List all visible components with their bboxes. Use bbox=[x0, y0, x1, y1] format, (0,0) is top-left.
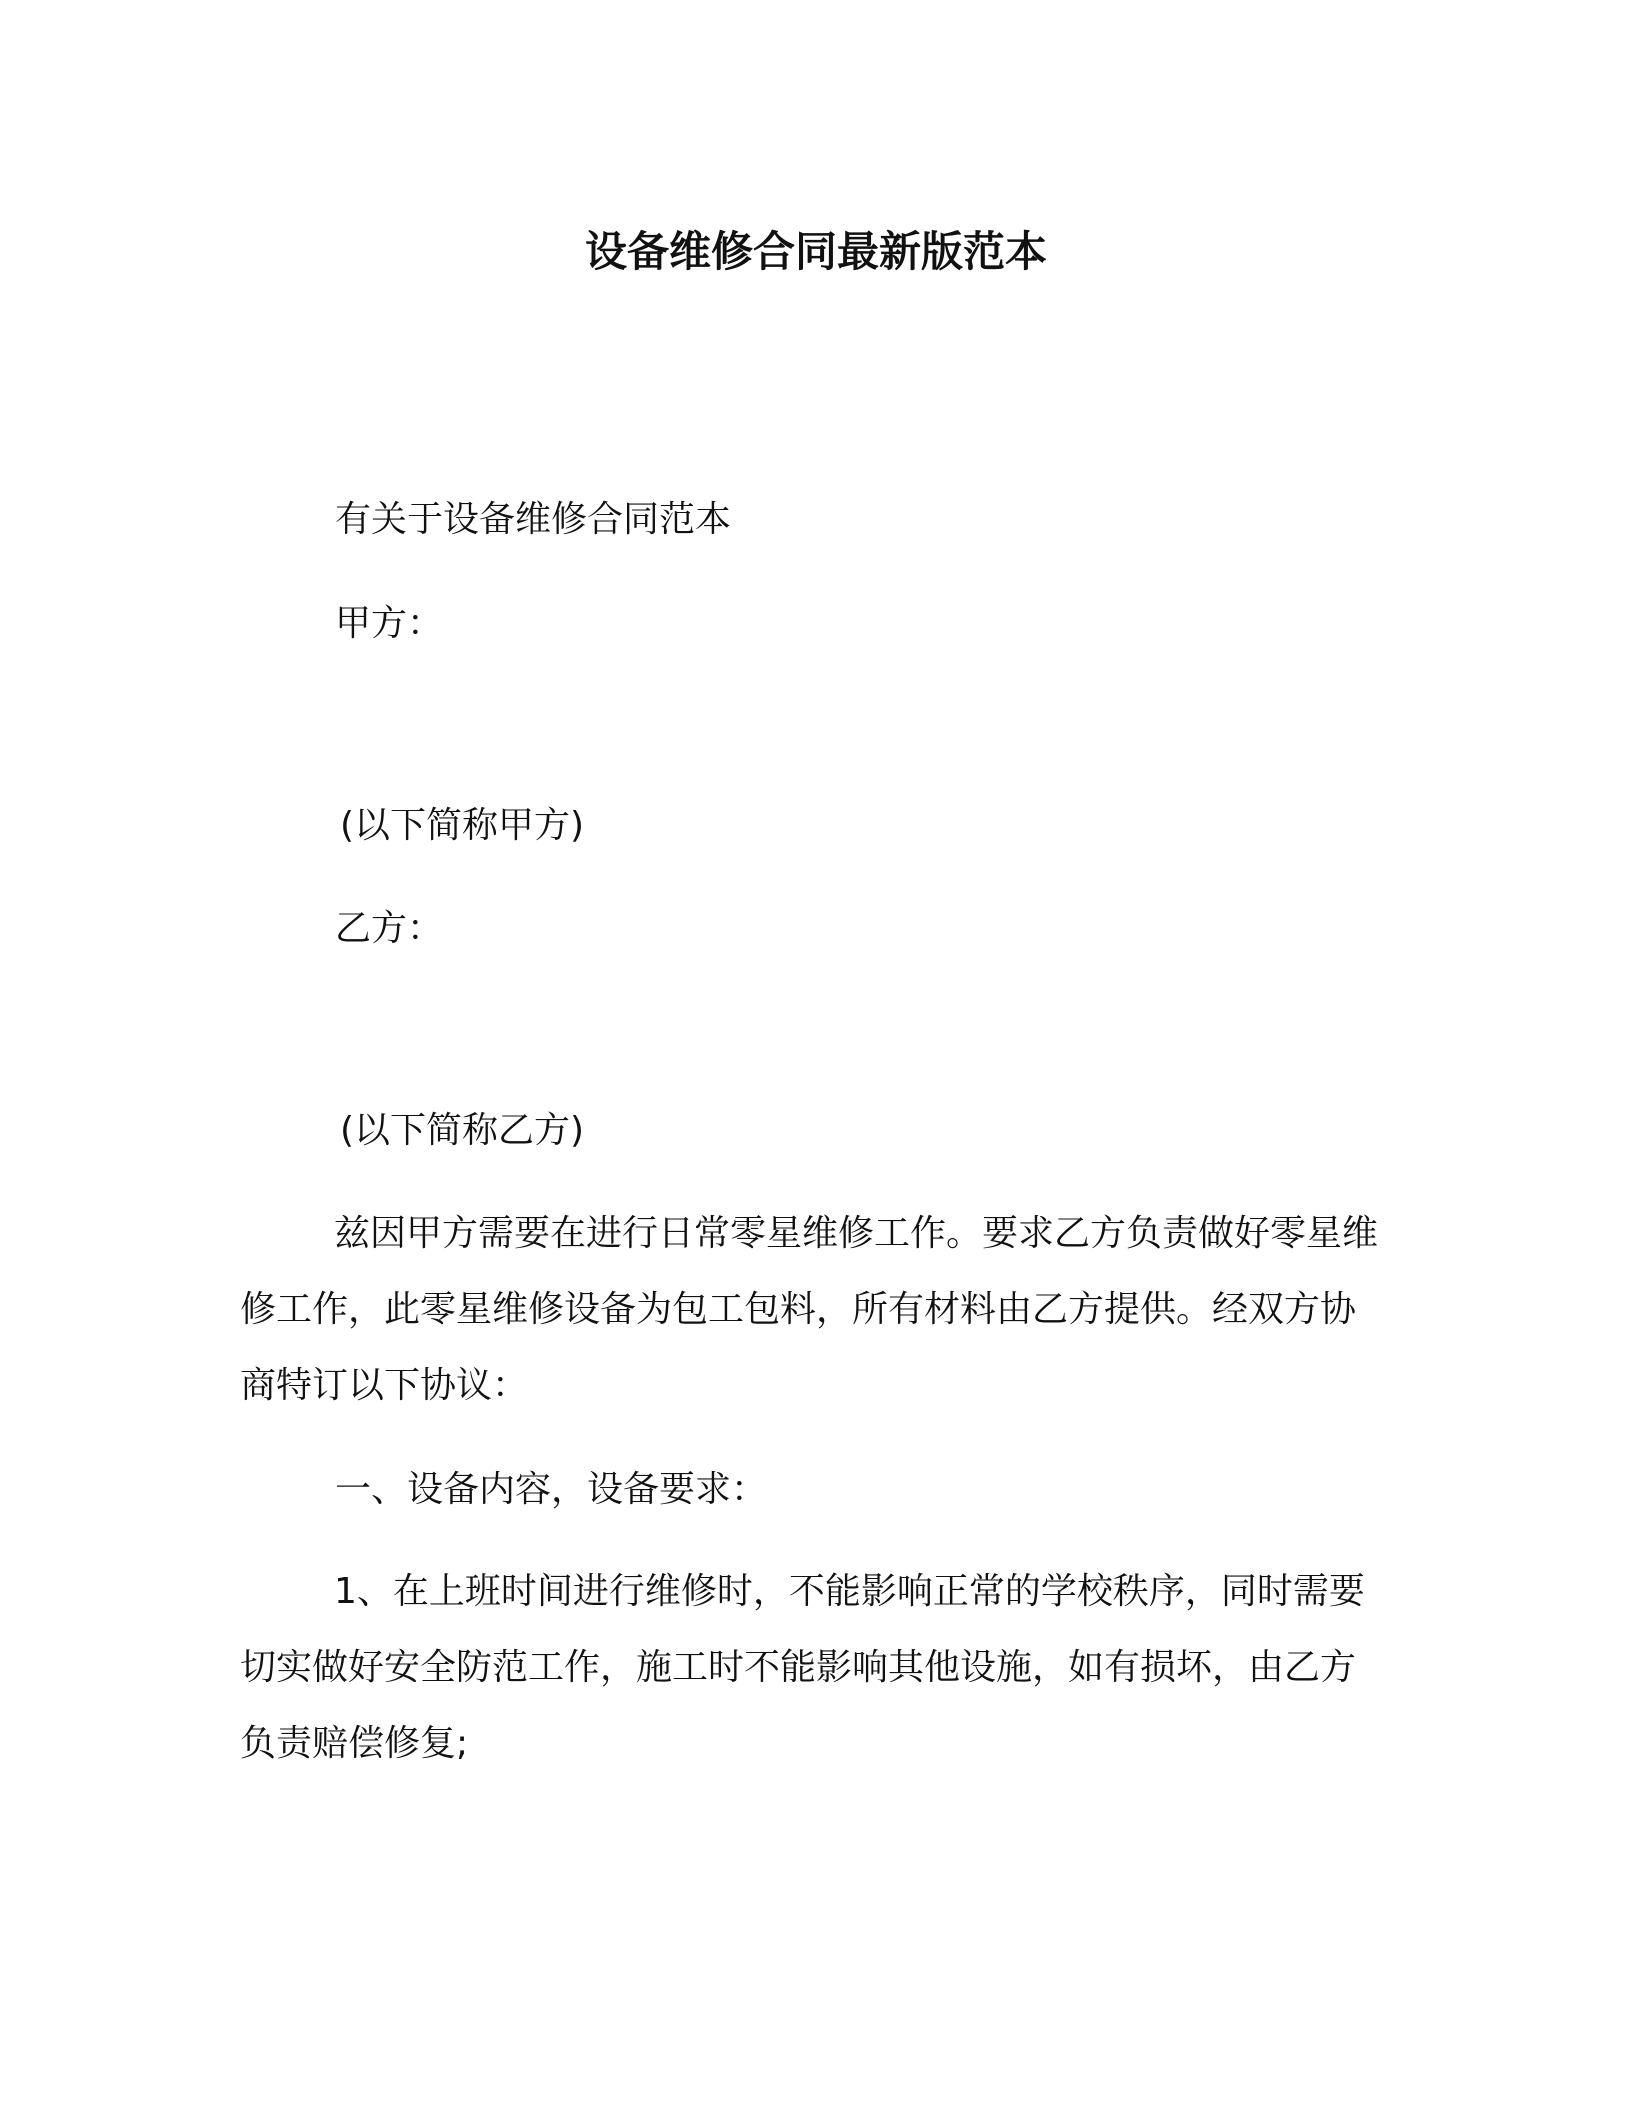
party-b-label: 乙方： bbox=[335, 908, 444, 949]
party-a-label: 甲方： bbox=[335, 603, 444, 644]
document-title: 设备维修合同最新版范本 bbox=[584, 227, 1047, 276]
party-a-note: (以下简称甲方) bbox=[340, 805, 585, 846]
party-b-note: (以下简称乙方) bbox=[340, 1110, 585, 1151]
intro-paragraph: 兹因甲方需要在进行日常零星维修工作。要求乙方负责做好零星维修工作，此零星维修设备为包工包料，所有材料由乙方提供。经双方协商特订以下协议： bbox=[240, 1213, 1379, 1406]
section-1-item-1: 1、在上班时间进行维修时，不能影响正常的学校秩序，同时需要切实做好安全防范工作，施工时不能影响其他设施，如有损坏，由乙方负责赔偿修复; bbox=[240, 1571, 1365, 1764]
section-1-heading: 一、设备内容，设备要求： bbox=[335, 1469, 768, 1510]
document-subtitle: 有关于设备维修合同范本 bbox=[335, 499, 732, 540]
